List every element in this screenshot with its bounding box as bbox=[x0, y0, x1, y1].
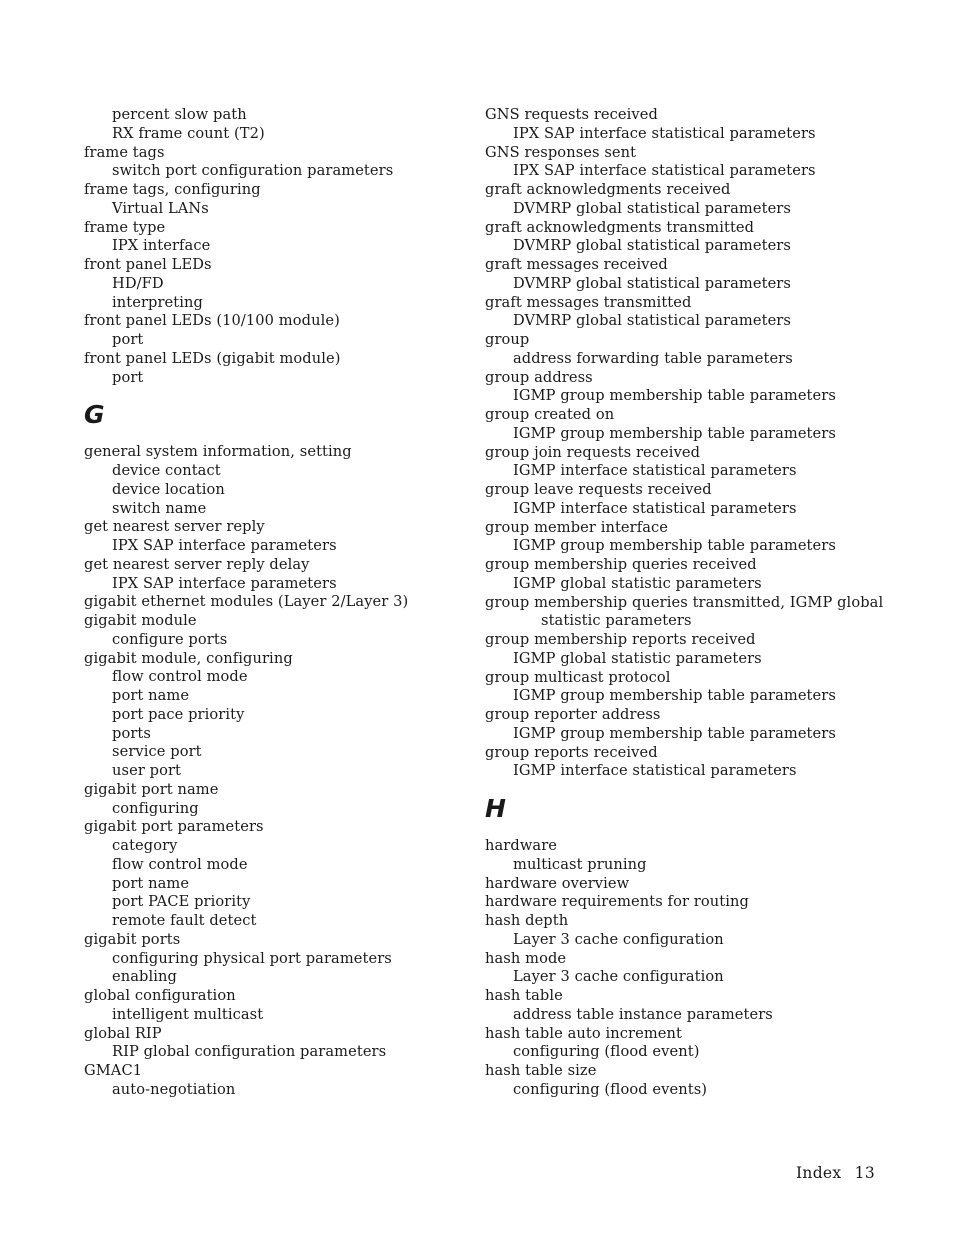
index-entry: group join requests received bbox=[485, 443, 701, 461]
index-subentry: IPX SAP interface parameters bbox=[112, 537, 337, 554]
index-entry: graft messages received bbox=[485, 256, 668, 273]
index-entry: gigabit ports bbox=[84, 930, 181, 948]
index-subentry: IGMP interface statistical parameters bbox=[513, 499, 797, 517]
index-subentry: IGMP global statistic parameters bbox=[513, 649, 762, 667]
index-entry: graft acknowledgments received bbox=[485, 181, 731, 198]
index-subentry: switch name bbox=[112, 499, 207, 517]
index-entry: hardware requirements for routing bbox=[485, 893, 749, 911]
index-subentry: configuring (flood event) bbox=[513, 1043, 700, 1061]
index-entry: get nearest server reply bbox=[84, 518, 265, 536]
index-entry: front panel LEDs bbox=[84, 256, 212, 273]
index-subentry: configure ports bbox=[112, 630, 228, 648]
index-entry: front panel LEDs (10/100 module) bbox=[84, 312, 340, 330]
index-subentry: DVMRP global statistical parameters bbox=[513, 312, 791, 330]
index-subentry: port name bbox=[112, 874, 190, 892]
index-subentry: category bbox=[112, 837, 178, 854]
index-subentry: enabling bbox=[112, 968, 177, 986]
index-entry: hash mode bbox=[485, 949, 567, 967]
index-column-right bbox=[485, 106, 905, 1100]
index-subentry: flow control mode bbox=[112, 668, 248, 686]
index-subentry: ports bbox=[112, 724, 151, 742]
index-entry: group reporter address bbox=[485, 706, 661, 723]
index-entry: group membership reports received bbox=[485, 631, 756, 648]
index-subentry: configuring physical port parameters bbox=[112, 949, 392, 967]
index-entry: gigabit ethernet modules (Layer 2/Layer 3) bbox=[84, 593, 409, 611]
index-subentry: statistic parameters bbox=[541, 612, 692, 630]
index-entry: hash table size bbox=[485, 1062, 597, 1079]
index-entry: group created on bbox=[485, 406, 615, 423]
index-entry: group leave requests received bbox=[485, 481, 712, 498]
index-subentry: Layer 3 cache configuration bbox=[513, 968, 724, 986]
index-subentry: HD/FD bbox=[112, 274, 164, 292]
index-entry: hash table auto increment bbox=[485, 1024, 682, 1042]
index-entry: gigabit port parameters bbox=[84, 818, 264, 836]
index-subentry: device contact bbox=[112, 462, 221, 479]
index-entry: get nearest server reply delay bbox=[84, 555, 310, 573]
index-subentry: device location bbox=[112, 480, 225, 498]
index-entry: group address bbox=[485, 368, 593, 386]
index-subentry: address table instance parameters bbox=[513, 1005, 773, 1023]
index-entry: graft acknowledgments transmitted bbox=[485, 218, 755, 236]
index-subentry: IGMP group membership table parameters bbox=[513, 387, 836, 405]
section-letter-heading: G bbox=[84, 400, 105, 430]
index-subentry: IGMP global statistic parameters bbox=[513, 574, 762, 592]
index-subentry: address forwarding table parameters bbox=[513, 349, 793, 367]
index-subentry: IPX SAP interface statistical parameters bbox=[513, 162, 816, 180]
index-subentry: auto-negotiation bbox=[112, 1080, 236, 1098]
index-subentry: multicast pruning bbox=[513, 855, 647, 873]
index-entry: group multicast protocol bbox=[485, 668, 671, 686]
index-column-left bbox=[84, 106, 474, 1100]
index-subentry: IGMP group membership table parameters bbox=[513, 724, 836, 742]
index-subentry: DVMRP global statistical parameters bbox=[513, 237, 791, 255]
index-subentry: user port bbox=[112, 762, 182, 779]
index-subentry: IGMP group membership table parameters bbox=[513, 687, 836, 705]
index-subentry: configuring (flood events) bbox=[513, 1080, 708, 1098]
footer-section-label: Index bbox=[795, 1164, 842, 1182]
index-subentry: flow control mode bbox=[112, 855, 248, 873]
index-subentry: port bbox=[112, 368, 144, 386]
index-entry: frame tags bbox=[84, 143, 165, 161]
index-subentry: IGMP group membership table parameters bbox=[513, 424, 836, 442]
footer-page-number: 13 bbox=[854, 1164, 875, 1182]
index-subentry: IPX SAP interface parameters bbox=[112, 574, 337, 592]
index-entry: gigabit module, configuring bbox=[84, 649, 293, 667]
index-subentry: configuring bbox=[112, 799, 199, 817]
section-letter-heading: H bbox=[485, 794, 506, 823]
index-entry: front panel LEDs (gigabit module) bbox=[84, 349, 341, 367]
index-entry: group reports received bbox=[485, 743, 658, 761]
index-subentry: port bbox=[112, 331, 144, 348]
index-entry: global configuration bbox=[84, 987, 236, 1004]
index-subentry: interpreting bbox=[112, 293, 203, 311]
index-entry: frame type bbox=[84, 218, 166, 236]
index-subentry: Virtual LANs bbox=[112, 199, 209, 217]
index-entry: group member interface bbox=[485, 518, 669, 536]
index-subentry: IGMP group membership table parameters bbox=[513, 537, 836, 555]
index-subentry: percent slow path bbox=[112, 106, 247, 123]
index-subentry: RIP global configuration parameters bbox=[112, 1043, 387, 1061]
index-subentry: DVMRP global statistical parameters bbox=[513, 199, 791, 217]
index-subentry: IPX SAP interface statistical parameters bbox=[513, 124, 816, 142]
index-entry: GNS responses sent bbox=[485, 143, 637, 161]
index-subentry: DVMRP global statistical parameters bbox=[513, 274, 791, 292]
page-footer bbox=[796, 1164, 875, 1182]
index-subentry: RX frame count (T2) bbox=[112, 124, 265, 142]
index-entry: group membership queries transmitted, IGMP global bbox=[485, 593, 884, 611]
index-subentry: IGMP interface statistical parameters bbox=[513, 762, 797, 780]
index-entry: global RIP bbox=[84, 1024, 162, 1042]
index-subentry: IGMP interface statistical parameters bbox=[513, 462, 797, 480]
index-entry: GMAC1 bbox=[84, 1062, 143, 1079]
index-entry: GNS requests received bbox=[485, 106, 658, 123]
index-entry: gigabit port name bbox=[84, 780, 219, 798]
index-entry: group bbox=[485, 331, 530, 348]
index-subentry: Layer 3 cache configuration bbox=[513, 930, 724, 948]
index-entry: hardware bbox=[485, 837, 558, 854]
index-entry: hash depth bbox=[485, 912, 569, 929]
index-entry: hardware overview bbox=[485, 874, 630, 892]
index-entry: general system information, setting bbox=[84, 443, 352, 461]
index-subentry: switch port configuration parameters bbox=[112, 162, 394, 180]
index-entry: hash table bbox=[485, 987, 563, 1004]
index-entry: frame tags, configuring bbox=[84, 181, 261, 198]
index-subentry: port pace priority bbox=[112, 705, 245, 723]
index-subentry: port PACE priority bbox=[112, 893, 251, 911]
index-entry: gigabit module bbox=[84, 612, 197, 629]
index-entry: graft messages transmitted bbox=[485, 293, 692, 311]
index-subentry: intelligent multicast bbox=[112, 1005, 264, 1023]
index-subentry: remote fault detect bbox=[112, 912, 257, 929]
index-subentry: port name bbox=[112, 687, 190, 704]
index-subentry: IPX interface bbox=[112, 237, 211, 255]
index-subentry: service port bbox=[112, 743, 202, 761]
index-entry: group membership queries received bbox=[485, 556, 757, 573]
